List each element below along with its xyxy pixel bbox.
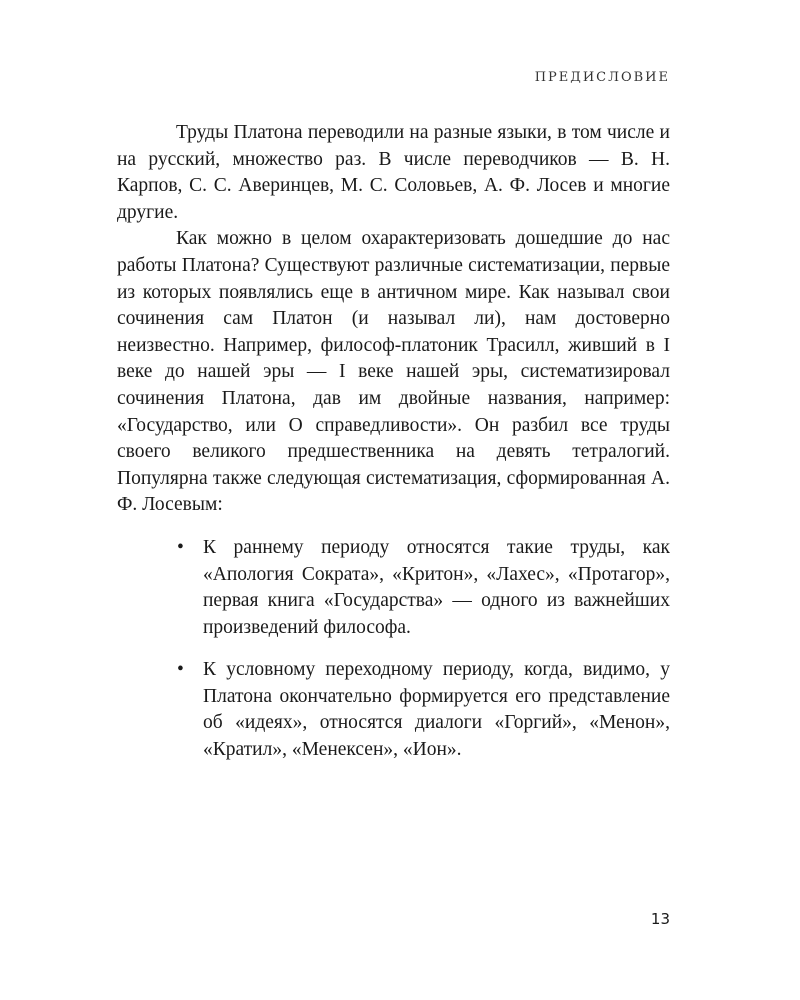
bullet-icon: • (177, 536, 184, 558)
list-item (177, 535, 670, 641)
list-item-text: К раннему периоду относятся такие труды, как «Апология Сократа», «Критон», «Лахес», «Протагор», первая книга «Государства» — одного из важнейших произведений философа. (203, 536, 670, 638)
main-text (117, 120, 670, 780)
paragraph-translators: Труды Платона переводили на разные языки, в том числе и на русский, множество раз. В числе переводчиков — В. Н. Карпов, С. С. Аверинцев, М. С. Соловьев, А. Ф. Лосев и многие другие. (117, 122, 670, 223)
page-number: 13 (650, 910, 670, 928)
list-item (177, 657, 670, 763)
period-list (117, 535, 670, 764)
list-item-text: К условному переходному периоду, когда, видимо, у Платона окончательно формируется его представление об «идеях», относятся диалоги «Горгий», «Менон», «Кратил», «Менексен», «Ион». (203, 659, 670, 761)
bullet-icon: • (177, 659, 184, 681)
running-header: ПРЕДИСЛОВИЕ (534, 70, 670, 85)
paragraph-systematization: Как можно в целом охарактеризовать дошедшие до нас работы Платона? Существуют различные систематизации, первые из которых появлялись еще в античном мире. Как называл свои сочинения сам Платон (и называл ли), нам достоверно неизвестно. Например, философ-платоник Трасилл, живший в I веке до нашей эры — I веке нашей эры, систематизировал сочинения Платона, дав им двойные названия, например: «Государство, или О справедливости». Он разбил все труды своего великого предшественника на девять тетралогий. Популярна также следующая систематизация, сформированная А. Ф. Лосевым: (117, 228, 670, 516)
